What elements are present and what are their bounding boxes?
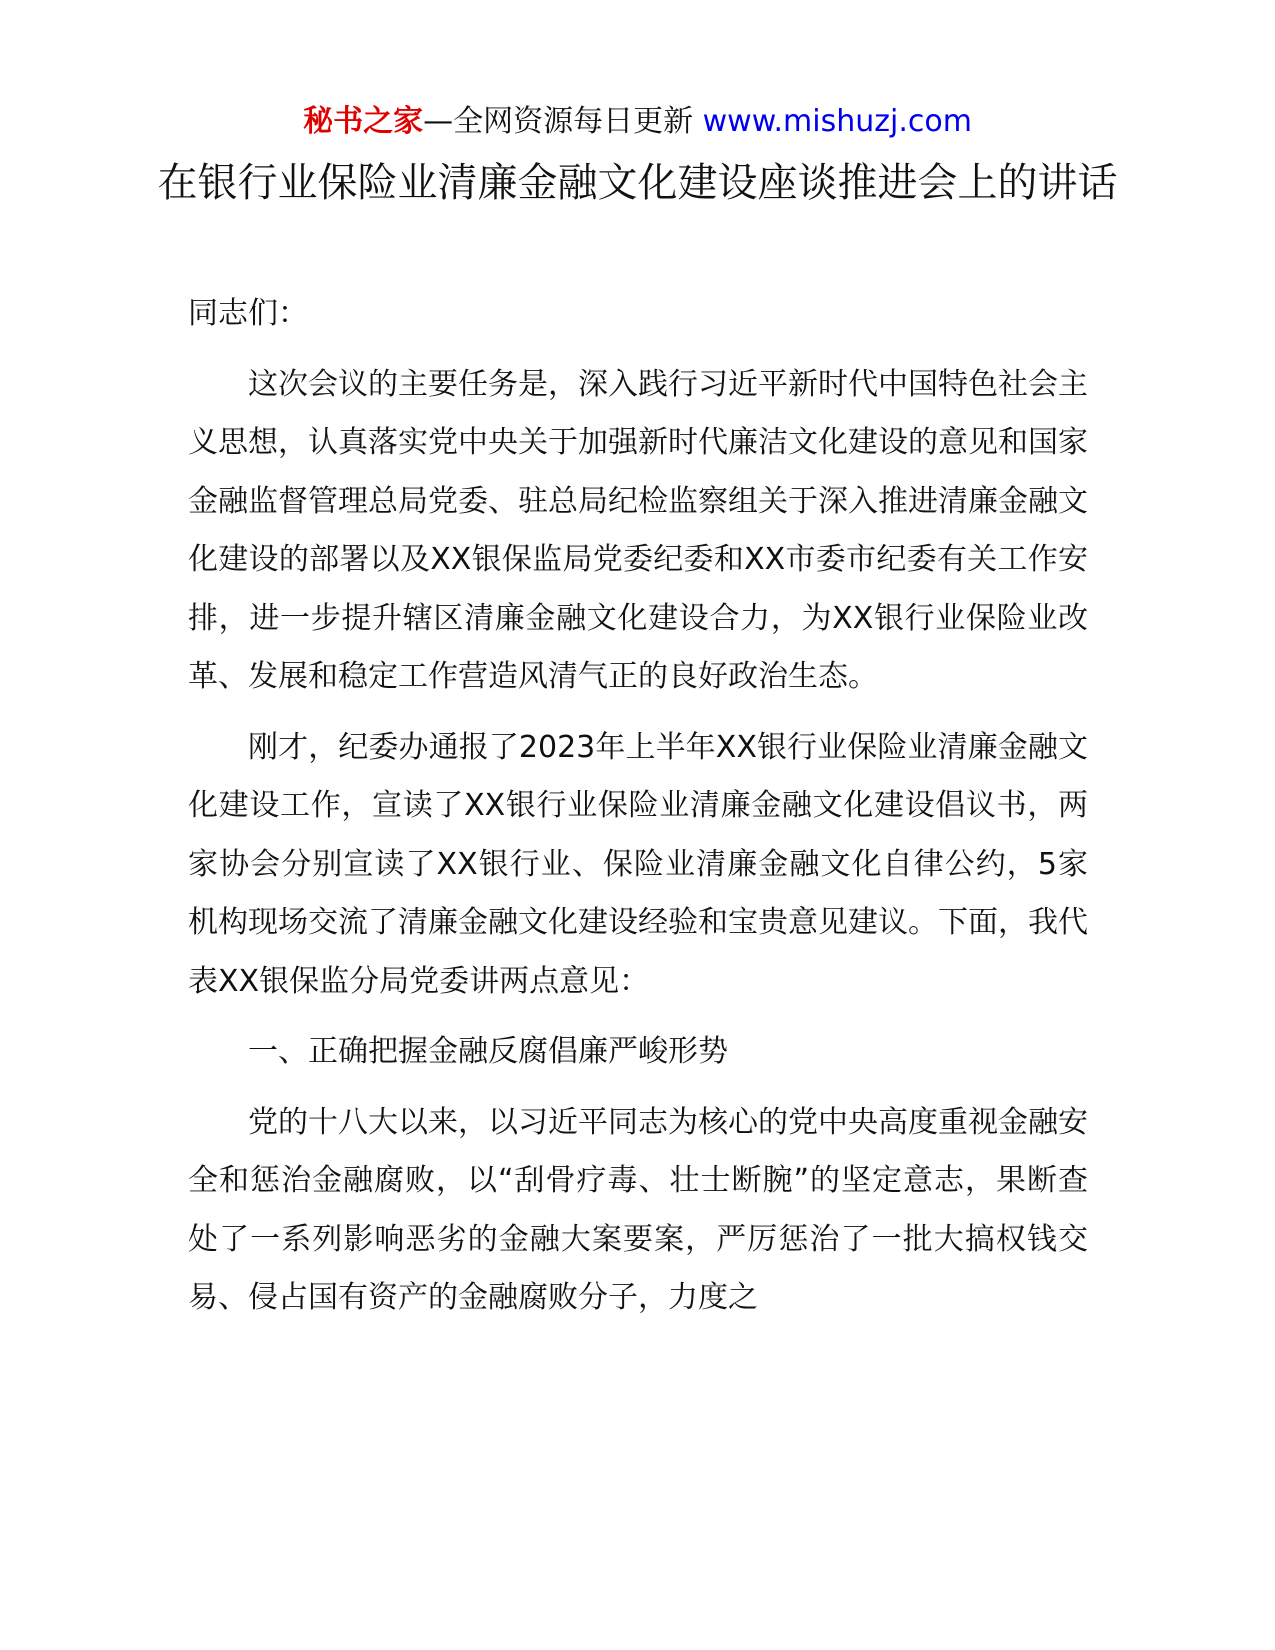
paragraph-review: 刚才，纪委办通报了2023年上半年XX银行业保险业清廉金融文化建设工作，宣读了XX银行业保险业清廉金融文化建设倡议书，两家协会分别宣读了XX银行业、保险业清廉金融文化自律公约，5家机构现场交流了清廉金融文化建设经验和宝贵意见建议。下面，我代表XX银保监分局党委讲两点意见： [188,729,1088,999]
site-url-link[interactable]: www.mishuzj.com [702,104,972,139]
document-title: 在银行业保险业清廉金融文化建设座谈推进会上的讲话 [157,160,1118,206]
site-tagline: —全网资源每日更新 [423,104,703,139]
salutation: 同志们： [188,296,308,331]
section-heading-1: 一、正确把握金融反腐倡廉严峻形势 [248,1034,728,1069]
paragraph-section-1: 党的十八大以来，以习近平同志为核心的党中央高度重视金融安全和惩治金融腐败，以“刮骨疗毒、壮士断腕”的坚定意志，果断查处了一系列影响恶劣的金融大案要案，严厉惩治了一批大搞权钱交易、侵占国有资产的金融腐败分子，力度之 [188,1104,1088,1315]
site-header [0,102,1275,142]
site-name: 秘书之家 [303,104,424,139]
paragraph-intro: 这次会议的主要任务是，深入践行习近平新时代中国特色社会主义思想，认真落实党中央关于加强新时代廉洁文化建设的意见和国家金融监督管理总局党委、驻总局纪检监察组关于深入推进清廉金融文化建设的部署以及XX银保监局党委纪委和XX市委市纪委有关工作安排，进一步提升辖区清廉金融文化建设合力，为XX银行业保险业改革、发展和稳定工作营造风清气正的良好政治生态。 [188,366,1088,694]
document-body [188,285,1088,1340]
